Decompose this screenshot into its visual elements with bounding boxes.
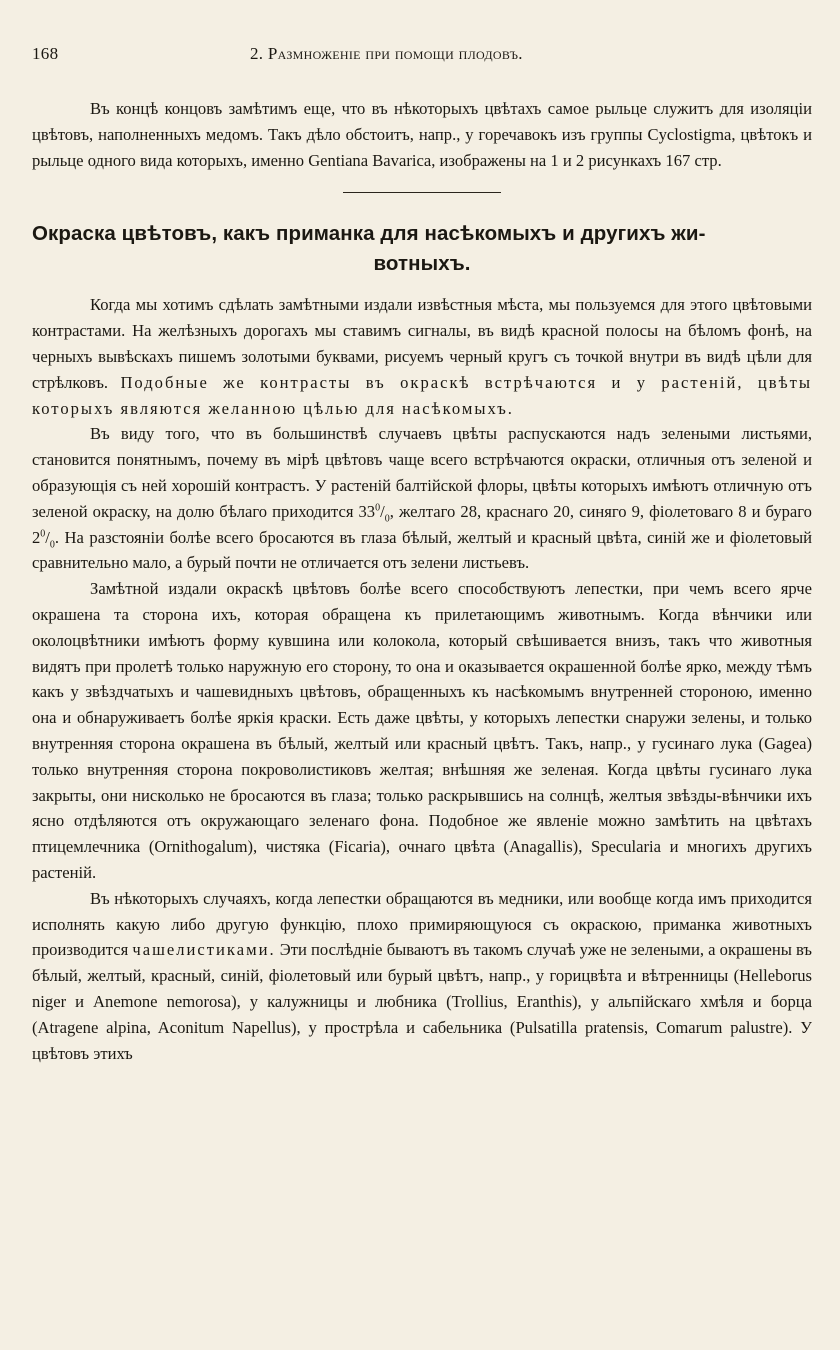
section-divider	[343, 192, 501, 193]
paragraph-text: Когда мы хотимъ сдѣлать замѣтными издали извѣстныя мѣста, мы пользуемся для этого цвѣтовыми контрастами. На желѣзныхъ дорогахъ мы ставимъ сигналы, въ видѣ красной полосы на бѣломъ фонѣ, на черныхъ вывѣскахъ пишемъ золотыми буквами, рисуемъ черный кругъ съ точкой внутри въ видѣ цѣли для стрѣлковъ.	[32, 295, 812, 392]
section-paragraph-3: Замѣтной издали окраскѣ цвѣтовъ болѣе всего способствуютъ лепестки, при чемъ всего ярче окрашена та сторона ихъ, которая обращена къ прилетающимъ животнымъ. Когда вѣнчики или околоцвѣтники имѣютъ форму кувшина или колокола, который свѣшивается внизъ, такъ что животныя видятъ при пролетѣ только наружную его сторону, то она и оказывается окрашенной болѣе ярко, между тѣмъ какъ у звѣздчатыхъ и чашевидныхъ цвѣтовъ, обращенныхъ къ насѣкомымъ внутренней стороною, именно она и обнаруживаетъ болѣе яркія краски. Есть даже цвѣты, у которыхъ лепестки снаружи зелены, и только внутренняя сторона окрашена въ бѣлый, желтый или красный цвѣтъ. Такъ, напр., у гусинаго лука (Gagea) только внутренняя сторона покроволистиковъ желтая; внѣшняя же зеленая. Когда цвѣты гусинаго лука закрыты, они нисколько не бросаются въ глаза; только раскрывшись на солнцѣ, желтыя звѣзды-вѣнчики ихъ ясно отдѣляются отъ окружающаго зеленаго фона. Подобное же явленіе можно замѣтить на цвѣтахъ птицемлечника (Ornithogalum), чистяка (Ficaria), очнаго цвѣта (Anagallis), Specularia и многихъ другихъ растеній.	[32, 579, 812, 882]
percent-slash: /	[45, 527, 50, 547]
paragraph-text: . На разстояніи болѣе всего бросаются въ глаза бѣлый, желтый и красный цвѣта, синій же и фіолетовый сравнительно мало, а бурый почти не отличается отъ зелени листьевъ.	[32, 527, 812, 573]
spaced-text: чашелистиками.	[132, 940, 276, 960]
section-paragraph-1	[32, 292, 812, 421]
spaced-text: Подобные же контрасты въ окраскѣ встрѣчаются и у растеній, цвѣты которыхъ являются желанною цѣлью для насѣкомыхъ.	[32, 372, 812, 418]
page-number: 168	[32, 44, 59, 63]
percent-sub: 0	[49, 538, 55, 550]
percent-sup: 0	[375, 502, 381, 514]
percent-slash: /	[380, 501, 385, 521]
running-title: 2. Размноженіе при помощи плодовъ.	[250, 44, 523, 63]
paragraph-text: Въ виду того, что въ большинствѣ случаевъ цвѣты распускаются надъ зелеными листьями, становится понятнымъ, почему въ мірѣ цвѣтовъ чаще всего встрѣчаются окраски, отличныя отъ зеленой и образующія съ ней хорошій контрастъ. У растеній балтійской флоры, цвѣты которыхъ имѣютъ отличную отъ зеленой окраску, на долю бѣлаго приходится 33	[32, 424, 812, 521]
paragraph-text: Эти послѣдніе бываютъ въ такомъ случаѣ уже не зелеными, а окрашены въ бѣлый, желтый, красный, синій, фіолетовый или бурый цвѣтъ, напр., у горицвѣта и вѣтренницы (Helleborus niger и Anemone nemorosa), у калужницы и любника (Trollius, Eranthis), у альпійскаго хмѣля и борца (Atragene alpina, Aconitum Napellus), у прострѣла и сабельника (Pulsatilla pratensis, Comarum palustre). У цвѣтовъ этихъ	[32, 940, 812, 1063]
section-paragraph-4	[32, 886, 812, 1067]
paragraph-text: , желтаго 28, краснаго 20, синяго 9, фіолетоваго 8 и бураго 2	[32, 501, 812, 547]
percent-sub: 0	[384, 513, 390, 525]
percent-sup: 0	[40, 528, 46, 540]
section-heading	[32, 219, 812, 279]
page-body	[32, 96, 812, 1066]
page-header	[32, 44, 798, 72]
section-heading-line1: Окраска цвѣтовъ, какъ приманка для насѣкомыхъ и другихъ жи-	[32, 222, 706, 246]
section-paragraph-2	[32, 421, 812, 576]
section-heading-line2: вотныхъ.	[373, 252, 471, 276]
intro-paragraph: Въ концѣ концовъ замѣтимъ еще, что въ нѣкоторыхъ цвѣтахъ самое рыльце служитъ для изоляціи цвѣтовъ, наполненныхъ медомъ. Такъ дѣло обстоитъ, напр., у горечавокъ изъ группы Cyclostigma, цвѣтокъ и рыльце одного вида которыхъ, именно Gentiana Bavarica, изображены на 1 и 2 рисункахъ 167 стр.	[32, 99, 812, 170]
paragraph-text: Въ нѣкоторыхъ случаяхъ, когда лепестки обращаются въ медники, или вообще когда имъ приходится исполнять какую либо другую функцію, плохо примиряющуюся съ окраскою, приманка животныхъ производится	[32, 888, 812, 960]
